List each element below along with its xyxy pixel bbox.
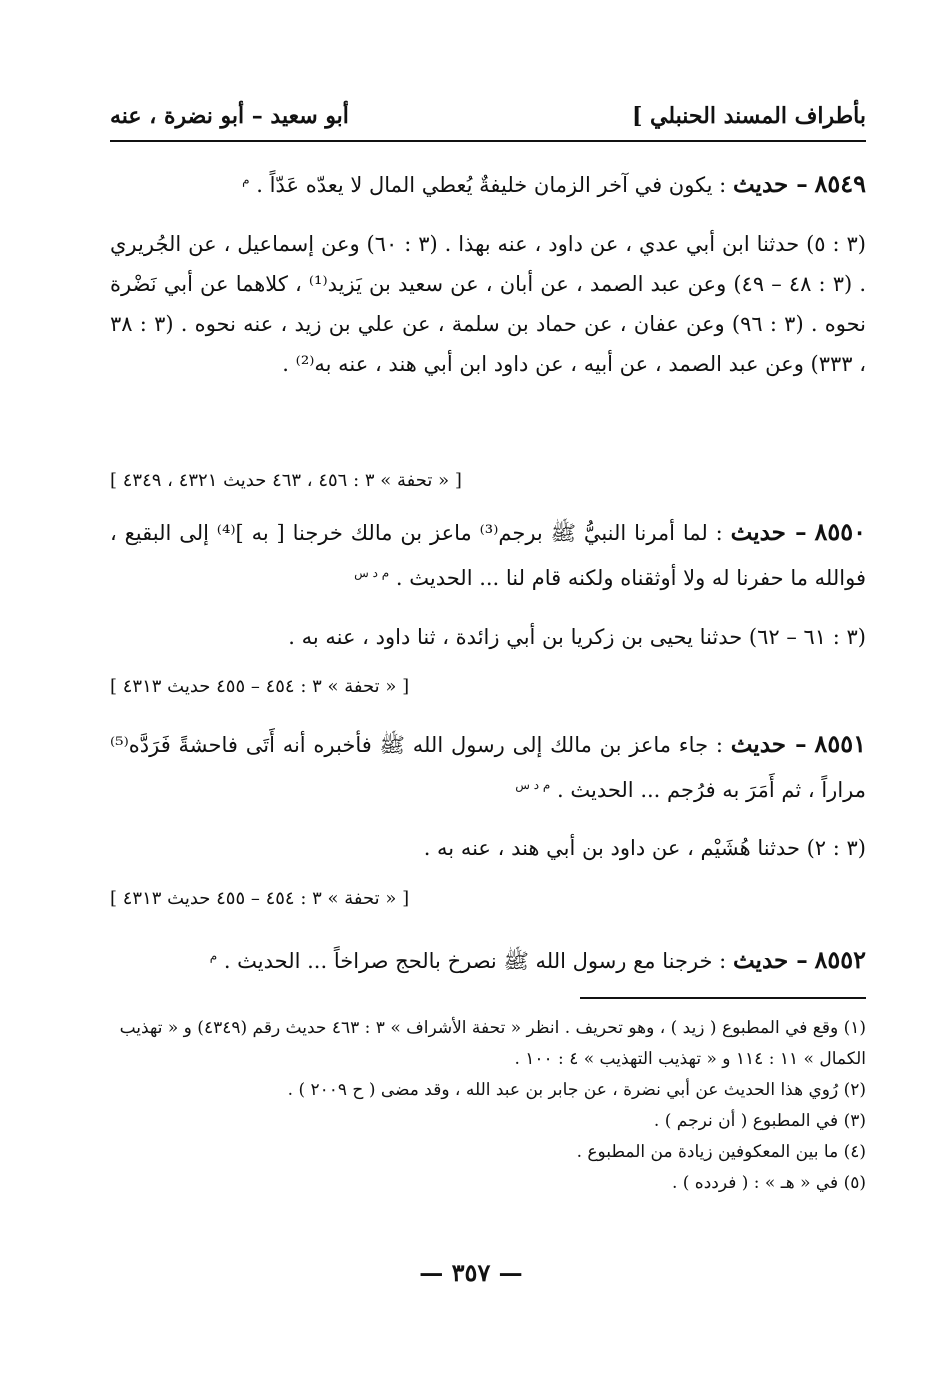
source-mark: م د س	[354, 566, 390, 580]
page-number: — ٣٥٧ —	[419, 1258, 523, 1287]
footnote: (٤) ما بين المعكوفين زيادة من المطبوع .	[576, 1142, 866, 1162]
hadith-number: ٨٥٥١	[814, 729, 866, 758]
hadith-entry: ٨٥٥٠ – حديث : لما أمرنا النبيُّ ﷺ برجم⁽³⁾ ماعز بن مالك خرجنا [ به ]⁽⁴⁾ إلى البقيع ، فوالله ما حفرنا له ولا أوثقناه ولكنه قام لنا ... الحديث . $^{م د س}$	[110, 517, 866, 590]
footnote: (٣) في المطبوع ( أن نرجم ) .	[653, 1111, 866, 1131]
tuhfa-reference: [ « تحفة » ٣ : ٤٥٤ – ٤٥٥ حديث ٤٣١٣ ]	[110, 676, 410, 697]
hadith-number: ٨٥٤٩	[814, 169, 866, 198]
footnotes	[110, 1013, 866, 1199]
footnote: (٥) في « هـ » : ( فردده ) .	[671, 1173, 866, 1193]
chain-text: (٣ : ٢) حدثنا هُشَيْم ، عن داود بن أبي هند ، عنه به .	[423, 836, 866, 860]
source-mark: م	[209, 949, 218, 963]
isnad-chain	[110, 224, 866, 384]
hadith-text: : لما أمرنا النبيُّ ﷺ برجم⁽³⁾ ماعز بن مالك خرجنا [ به ]⁽⁴⁾ إلى البقيع ، فوالله ما حفرنا له ولا أوثقناه ولكنه قام لنا ... الحديث .	[110, 521, 866, 590]
hadith-label: حديث	[730, 519, 786, 546]
hadith-entry: ٨٥٥٢ – حديث : خرجنا مع رسول الله ﷺ نصرخ بالحج صراخاً ... الحديث . $^م$	[209, 945, 866, 974]
hadith-label: حديث	[732, 947, 789, 974]
tuhfa-reference: [ « تحفة » ٣ : ٤٥٤ – ٤٥٥ حديث ٤٣١٣ ]	[110, 888, 410, 909]
hadith-label: حديث	[732, 171, 789, 198]
header-rule	[110, 140, 866, 142]
tuhfa-reference: [ « تحفة » ٣ : ٤٥٦ ، ٤٦٣ حديث ٤٣٢١ ، ٤٣٤٩ ]	[110, 470, 462, 491]
header-section-title: أبو سعيد – أبو نضرة ، عنه	[110, 103, 349, 129]
hadith-entry: ٨٥٥١ – حديث : جاء ماعز بن مالك إلى رسول الله ﷺ فأخبره أنه أَتَى فاحشةً فَرَدَّه⁽⁵⁾ مراراً ، ثم أَمَرَ به فرُجم ... الحديث . $^{م د س}$	[110, 729, 866, 802]
hadith-number: ٨٥٥٢	[814, 945, 866, 974]
footnote-rule	[580, 997, 866, 999]
source-mark: م	[242, 173, 250, 187]
chain-text: (٣ : ٦١ – ٦٢) حدثنا يحيى بن زكريا بن أبي زائدة ، ثنا داود ، عنه به .	[288, 625, 866, 649]
hadith-text: : جاء ماعز بن مالك إلى رسول الله ﷺ فأخبره أنه أَتَى فاحشةً فَرَدَّه⁽⁵⁾ مراراً ، ثم أَمَرَ به فرُجم ... الحديث .	[110, 733, 866, 802]
hadith-number: ٨٥٥٠	[814, 517, 866, 546]
footnote: (٢) رُوي هذا الحديث عن أبي نضرة ، عن جابر بن عبد الله ، وقد مضى ( ح ٢٠٠٩ ) .	[287, 1080, 866, 1100]
running-header	[110, 96, 866, 136]
footnote: (١) وقع في المطبوع ( زيد ) ، وهو تحريف . انظر « تحفة الأشراف » ٣ : ٤٦٣ حديث رقم (٤٣٤٩) و « تهذيب الكمال » ١١ : ١١٤ و « تهذيب التهذيب » ٤ : ١٠٠ .	[119, 1018, 866, 1069]
hadith-label: حديث	[730, 731, 786, 758]
chain-text: (٣ : ٥) حدثنا ابن أبي عدي ، عن داود ، عنه بهذا . (٣ : ٦٠) وعن إسماعيل ، عن الجُريري . (٣ : ٤٨ – ٤٩) وعن عبد الصمد ، عن أبان ، عن سعيد بن يَزيد⁽¹⁾ ، كلاهما عن أبي نَضْرة نحوه . (٣ : ٩٦) وعن عفان ، عن حماد بن سلمة ، عن علي بن زيد ، عنه نحوه . (٣ : ٣٨ ، ٣٣٣) وعن عبد الصمد ، عن أبيه ، عن داود ابن أبي هند ، عنه به⁽²⁾ .	[110, 232, 867, 376]
header-book-title: بأطراف المسند الحنبلي ]	[631, 103, 866, 129]
hadith-text: : يكون في آخر الزمان خليفةٌ يُعطي المال لا يعدّه عَدّاً .	[256, 173, 727, 197]
isnad-chain	[110, 828, 866, 868]
isnad-chain	[110, 617, 866, 657]
source-mark: م د س	[515, 778, 551, 792]
hadith-text: : خرجنا مع رسول الله ﷺ نصرخ بالحج صراخاً ... الحديث .	[223, 949, 727, 973]
hadith-entry: ٨٥٤٩ – حديث : يكون في آخر الزمان خليفةٌ يُعطي المال لا يعدّه عَدّاً . $^م$	[242, 169, 866, 198]
